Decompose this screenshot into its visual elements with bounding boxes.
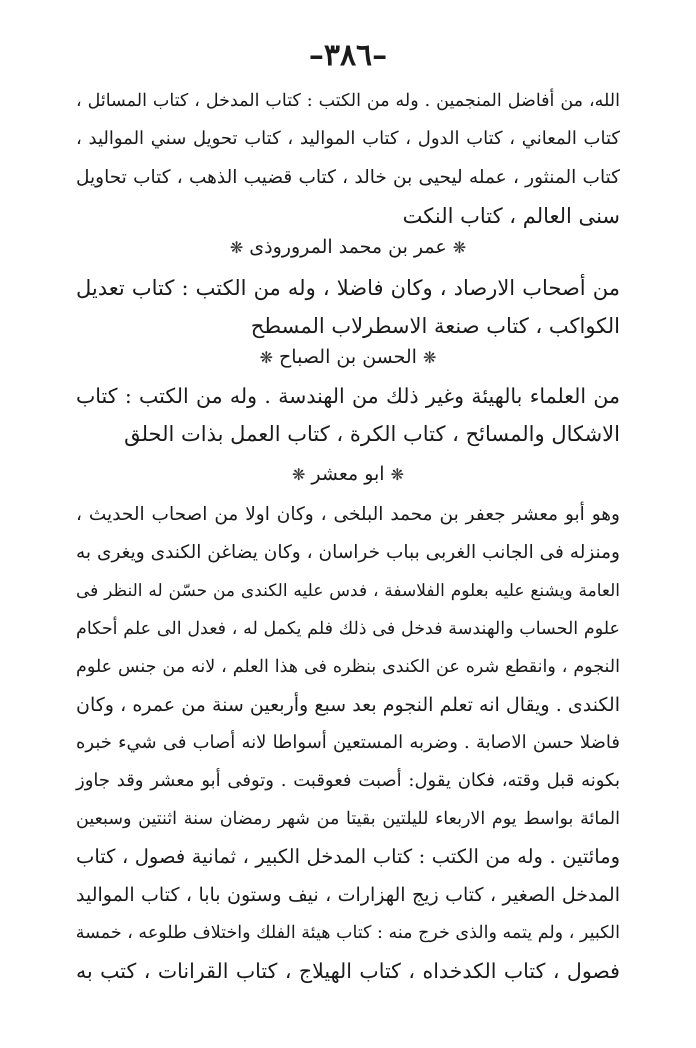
text-line: ومائتين . وله من الكتب : كتاب المدخل الكبير ، ثمانية فصول ، كتاب	[76, 845, 620, 868]
text-line: علوم الحساب والهندسة فدخل فى ذلك فلم يكمل له ، فعدل الى علم أحكام	[76, 619, 620, 639]
ornament-icon: ❋	[452, 238, 467, 257]
text-line: كتاب المعاني ، كتاب الدول ، كتاب المواليد ، كتاب تحويل سني المواليد ،	[76, 128, 620, 149]
text-line: الله، من أفاضل المنجمين . وله من الكتب : كتاب المدخل ، كتاب المسائل ،	[76, 91, 620, 111]
text-line: فصول ، كتاب الكدخداه ، كتاب الهيلاج ، كتاب القرانات ، كتب به	[76, 959, 620, 983]
text-line: بكونه قبل وقته، فكان يقول: أصبت فعوقبت . وتوفى أبو معشر وقد جاوز	[76, 770, 620, 791]
heading-text: ابو معشر	[311, 463, 385, 485]
ornament-icon: ❋	[291, 465, 306, 484]
text-line: الكواكب ، كتاب صنعة الاسطرلاب المسطح	[250, 314, 620, 338]
ornament-icon: ❋	[390, 465, 405, 484]
text-line: المدخل الصغير ، كتاب زيج الهزارات ، نيف وستون بابا ، كتاب المواليد	[76, 884, 620, 906]
text-line: المائة بواسط يوم الاربعاء لليلتين بقيتا من شهر رمضان سنة اثنتين وسبعين	[76, 809, 620, 829]
text-line: سنى العالم ، كتاب النكت	[402, 204, 620, 228]
section-heading	[0, 233, 696, 262]
ornament-icon: ❋	[229, 238, 244, 257]
ornament-icon: ❋	[423, 348, 437, 367]
text-line: من أصحاب الارصاد ، وكان فاضلا ، وله من الكتب : كتاب تعديل	[76, 276, 620, 300]
text-line: فاضلا حسن الاصابة . وضربه المستعين أسواطا لانه أصاب فى شيء خبره	[76, 732, 620, 753]
text-line: من العلماء بالهيئة وغير ذلك من الهندسة . وله من الكتب : كتاب	[76, 384, 620, 408]
heading-text: عمر بن محمد المروروذى	[249, 236, 447, 258]
text-line: النجوم ، وانقطع شره عن الكندى بنظره فى هذا العلم ، لانه من جنس علوم	[76, 657, 620, 677]
text-line: العامة ويشنع عليه بعلوم الفلاسفة ، فدس عليه الكندى من حسّن له النظر فى	[76, 581, 620, 601]
page-number: –٣٨٦–	[308, 38, 388, 73]
heading-text: الحسن بن الصباح	[279, 346, 417, 368]
ornament-icon: ❋	[259, 348, 273, 367]
text-line: كتاب المنثور ، عمله ليحيى بن خالد ، كتاب قضيب الذهب ، كتاب تحاويل	[76, 167, 620, 188]
section-heading	[0, 460, 696, 489]
text-line: الاشكال والمسائح ، كتاب الكرة ، كتاب العمل بذات الحلق	[124, 422, 620, 446]
text-line: الكندى . ويقال انه تعلم النجوم بعد سبع وأربعين سنة من عمره ، وكان	[76, 694, 620, 716]
text-line: الكبير ، ولم يتمه والذى خرج منه : كتاب هيئة الفلك واختلاف طلوعه ، خمسة	[75, 923, 620, 943]
section-heading	[0, 343, 696, 372]
text-line: وهو أبو معشر جعفر بن محمد البلخى ، وكان اولا من اصحاب الحديث ،	[76, 504, 620, 525]
text-line: ومنزله فى الجانب الغربى بباب خراسان ، وكان يضاغن الكندى ويغرى به	[76, 542, 620, 563]
